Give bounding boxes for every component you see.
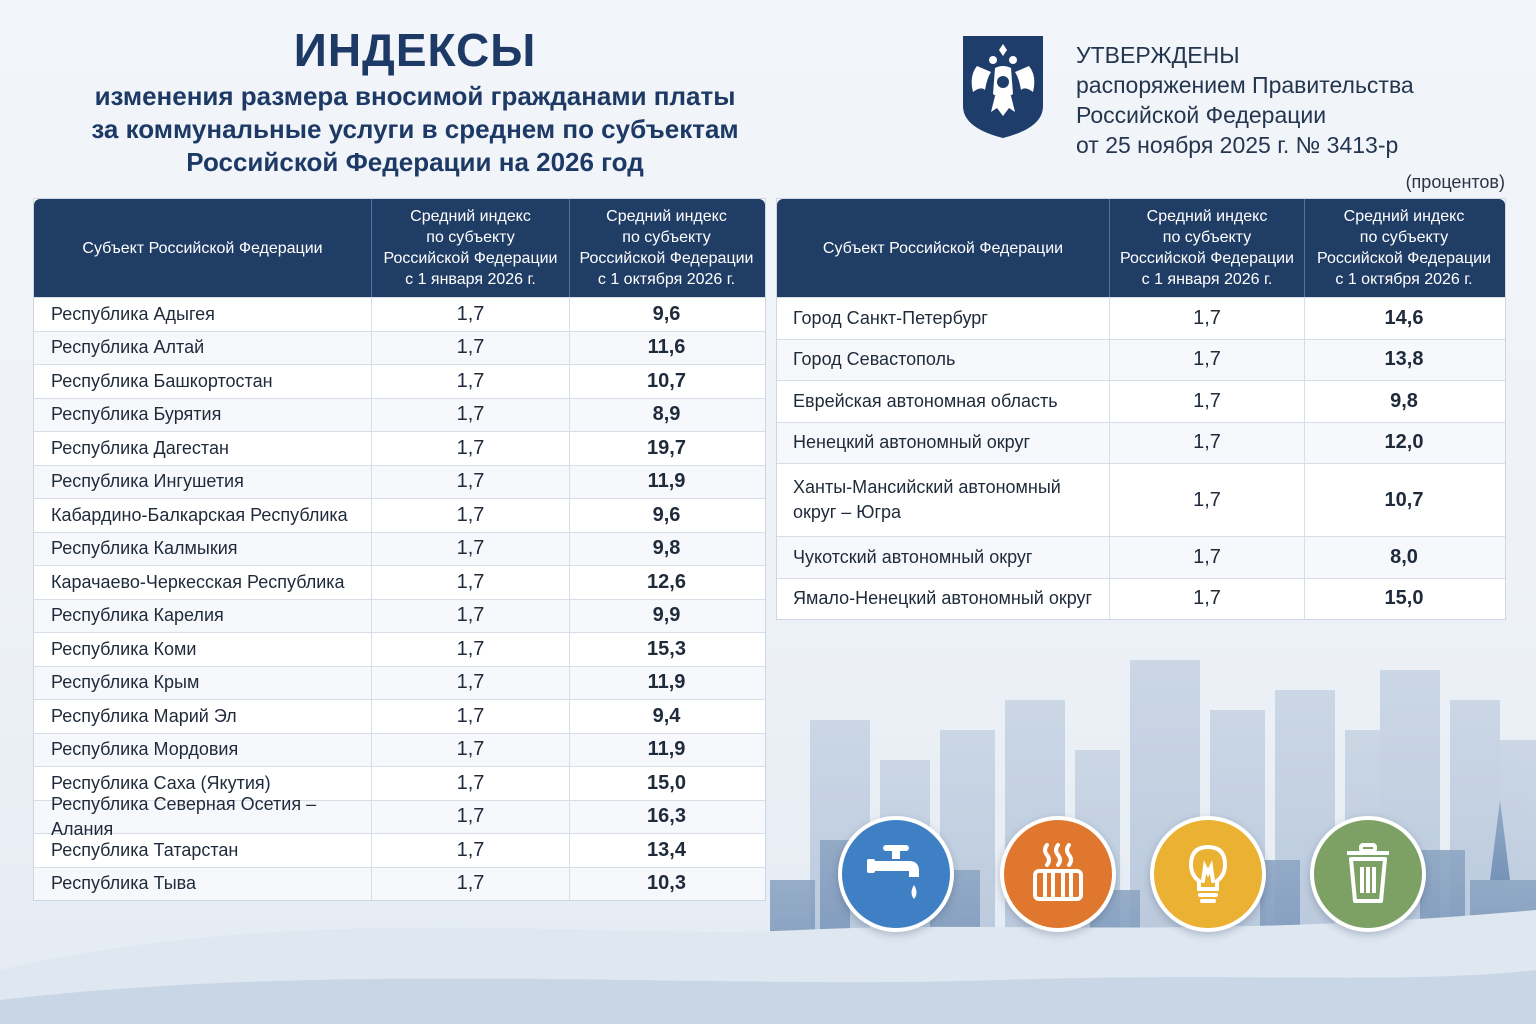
subject-name: Республика Северная Осетия – Алания: [34, 801, 372, 834]
index-oct: 14,6: [1384, 306, 1424, 329]
subject-name: Кабардино-Балкарская Республика: [34, 499, 372, 532]
subject-name: Республика Саха (Якутия): [34, 767, 372, 800]
header-line: Средний индекс: [1146, 208, 1268, 225]
subject-name: [777, 464, 1110, 536]
table-row: [777, 339, 1505, 381]
subject-name: Город Севастополь: [777, 340, 1110, 381]
water-tap-icon: [838, 816, 954, 932]
approval-note: [1076, 40, 1414, 160]
index-oct: 11,9: [647, 738, 686, 761]
approval-line: от 25 ноября 2025 г. № 3413-р: [1076, 132, 1399, 158]
index-oct: 10,3: [647, 872, 686, 895]
subtitle-line: за коммунальные услуги в среднем по субъектам: [91, 114, 739, 144]
table-row: [34, 331, 765, 365]
table-row: [34, 565, 765, 599]
index-jan: 1,7: [372, 868, 570, 901]
header-oct: [570, 199, 763, 297]
index-jan: 1,7: [372, 767, 570, 800]
index-jan: 1,7: [372, 734, 570, 767]
table-row: [34, 465, 765, 499]
table-row: [34, 431, 765, 465]
trash-bin-icon: [1310, 816, 1426, 932]
document-header: [40, 22, 790, 179]
index-oct: 9,8: [1390, 389, 1418, 412]
header-line: Средний индекс: [606, 208, 727, 225]
index-jan: 1,7: [372, 332, 570, 365]
index-oct: 9,8: [652, 537, 681, 560]
header-line: Средний индекс: [1343, 208, 1465, 225]
table-row: [777, 422, 1505, 464]
indices-table-right: [776, 198, 1506, 620]
table-header: [777, 199, 1505, 297]
header-jan: [1110, 199, 1305, 297]
table-row: [34, 498, 765, 532]
table-row: [34, 297, 765, 331]
header-line: Российской Федерации: [579, 250, 754, 267]
subject-name-line: округ – Югра: [793, 502, 902, 522]
index-oct: 15,0: [647, 771, 686, 794]
index-jan: 1,7: [372, 533, 570, 566]
table-row: [34, 532, 765, 566]
document-subtitle: [40, 80, 790, 179]
index-oct: 15,3: [647, 637, 686, 660]
light-bulb-icon: [1150, 816, 1266, 932]
subject-name: Чукотский автономный округ: [777, 537, 1110, 578]
index-oct: 9,9: [652, 604, 681, 627]
index-jan: 1,7: [1110, 579, 1305, 620]
table-row: [34, 793, 765, 839]
subject-name: Город Санкт-Петербург: [777, 298, 1110, 339]
index-jan: 1,7: [372, 298, 570, 331]
subtitle-line: изменения размера вносимой гражданами платы: [94, 81, 736, 111]
table-row: [777, 380, 1505, 422]
index-oct: 9,6: [652, 302, 681, 325]
table-row: [777, 297, 1505, 339]
header-line: Российской Федерации: [383, 250, 558, 267]
table-row: [34, 699, 765, 733]
subject-name: Республика Калмыкия: [34, 533, 372, 566]
approval-line: Российской Федерации: [1076, 102, 1327, 128]
header-line: по субъекту: [622, 229, 711, 246]
index-jan: 1,7: [1110, 464, 1305, 536]
index-jan: 1,7: [372, 633, 570, 666]
header-line: по субъекту: [1359, 229, 1449, 246]
subject-name: Еврейская автономная область: [777, 381, 1110, 422]
header-subject: Субъект Российской Федерации: [34, 199, 372, 297]
subject-name: Республика Крым: [34, 667, 372, 700]
index-oct: 19,7: [647, 436, 686, 459]
subject-name: Республика Алтай: [34, 332, 372, 365]
index-oct: 9,4: [652, 704, 681, 727]
index-jan: 1,7: [1110, 298, 1305, 339]
index-jan: 1,7: [372, 399, 570, 432]
subject-name: Республика Ингушетия: [34, 466, 372, 499]
header-line: с 1 октября 2026 г.: [1335, 271, 1473, 288]
index-oct: 13,8: [1384, 348, 1424, 371]
table-row: [34, 632, 765, 666]
index-jan: 1,7: [372, 801, 570, 834]
index-jan: 1,7: [372, 432, 570, 465]
subject-name: Республика Тыва: [34, 868, 372, 901]
header-line: с 1 октября 2026 г.: [597, 271, 736, 288]
index-oct: 12,6: [647, 570, 686, 593]
table-row: [777, 463, 1505, 536]
index-oct: 9,6: [652, 503, 681, 526]
subject-name: Республика Бурятия: [34, 399, 372, 432]
header-line: по субъекту: [1162, 229, 1252, 246]
subject-name: Ненецкий автономный округ: [777, 423, 1110, 464]
subject-name: Республика Адыгея: [34, 298, 372, 331]
index-jan: 1,7: [372, 600, 570, 633]
subtitle-line: Российской Федерации на 2026 год: [186, 147, 644, 177]
approval-line: распоряжением Правительства: [1076, 72, 1414, 98]
table-row: [34, 733, 765, 767]
table-row: [34, 398, 765, 432]
header-subject: Субъект Российской Федерации: [777, 199, 1110, 297]
subject-name-line: Ханты-Мансийский автономный: [793, 477, 1061, 497]
index-oct: 16,3: [647, 805, 686, 828]
index-jan: 1,7: [372, 566, 570, 599]
subject-name: Республика Коми: [34, 633, 372, 666]
approval-line: УТВЕРЖДЕНЫ: [1076, 42, 1240, 68]
index-jan: 1,7: [372, 667, 570, 700]
table-row: [34, 599, 765, 633]
heating-radiator-icon: [1000, 816, 1116, 932]
header-line: Российской Федерации: [1317, 250, 1491, 267]
index-jan: 1,7: [372, 834, 570, 867]
index-oct: 10,7: [647, 369, 686, 392]
table-row: [34, 666, 765, 700]
index-oct: 10,7: [1384, 488, 1424, 511]
index-oct: 11,9: [647, 671, 686, 694]
index-oct: 8,0: [1390, 545, 1418, 568]
header-line: Российской Федерации: [1120, 250, 1294, 267]
table-row: [777, 578, 1505, 620]
table-row: [34, 867, 765, 901]
index-jan: 1,7: [372, 700, 570, 733]
index-jan: 1,7: [1110, 381, 1305, 422]
subject-name: Республика Марий Эл: [34, 700, 372, 733]
table-row: [777, 536, 1505, 578]
index-jan: 1,7: [372, 499, 570, 532]
index-jan: 1,7: [372, 365, 570, 398]
subject-name: Республика Татарстан: [34, 834, 372, 867]
subject-name: Карачаево-Черкесская Республика: [34, 566, 372, 599]
index-oct: 11,6: [647, 336, 686, 359]
table-header: [34, 199, 765, 297]
subject-name: Республика Мордовия: [34, 734, 372, 767]
table-row: [34, 364, 765, 398]
units-label: (процентов): [1405, 172, 1505, 192]
table-body: [777, 297, 1505, 619]
header-jan: [372, 199, 570, 297]
index-jan: 1,7: [1110, 340, 1305, 381]
subject-name: Республика Башкортостан: [34, 365, 372, 398]
index-jan: 1,7: [1110, 423, 1305, 464]
index-oct: 8,9: [652, 403, 681, 426]
header-line: с 1 января 2026 г.: [405, 271, 536, 288]
header-line: с 1 января 2026 г.: [1141, 271, 1273, 288]
index-oct: 11,9: [647, 470, 686, 493]
header-line: Средний индекс: [410, 208, 531, 225]
header-oct: [1305, 199, 1503, 297]
header-line: по субъекту: [426, 229, 515, 246]
index-oct: 12,0: [1384, 431, 1424, 454]
index-oct: 13,4: [647, 838, 686, 861]
table-body: [34, 297, 765, 900]
document-title: ИНДЕКСЫ: [293, 24, 537, 76]
index-jan: 1,7: [1110, 537, 1305, 578]
index-jan: 1,7: [372, 466, 570, 499]
subject-name: Республика Дагестан: [34, 432, 372, 465]
table-row: [34, 833, 765, 867]
subject-name: Ямало-Ненецкий автономный округ: [777, 579, 1110, 620]
index-oct: 15,0: [1384, 587, 1424, 610]
subject-name: Республика Карелия: [34, 600, 372, 633]
coat-of-arms-icon: [955, 30, 1051, 140]
indices-table-left: [33, 198, 766, 901]
